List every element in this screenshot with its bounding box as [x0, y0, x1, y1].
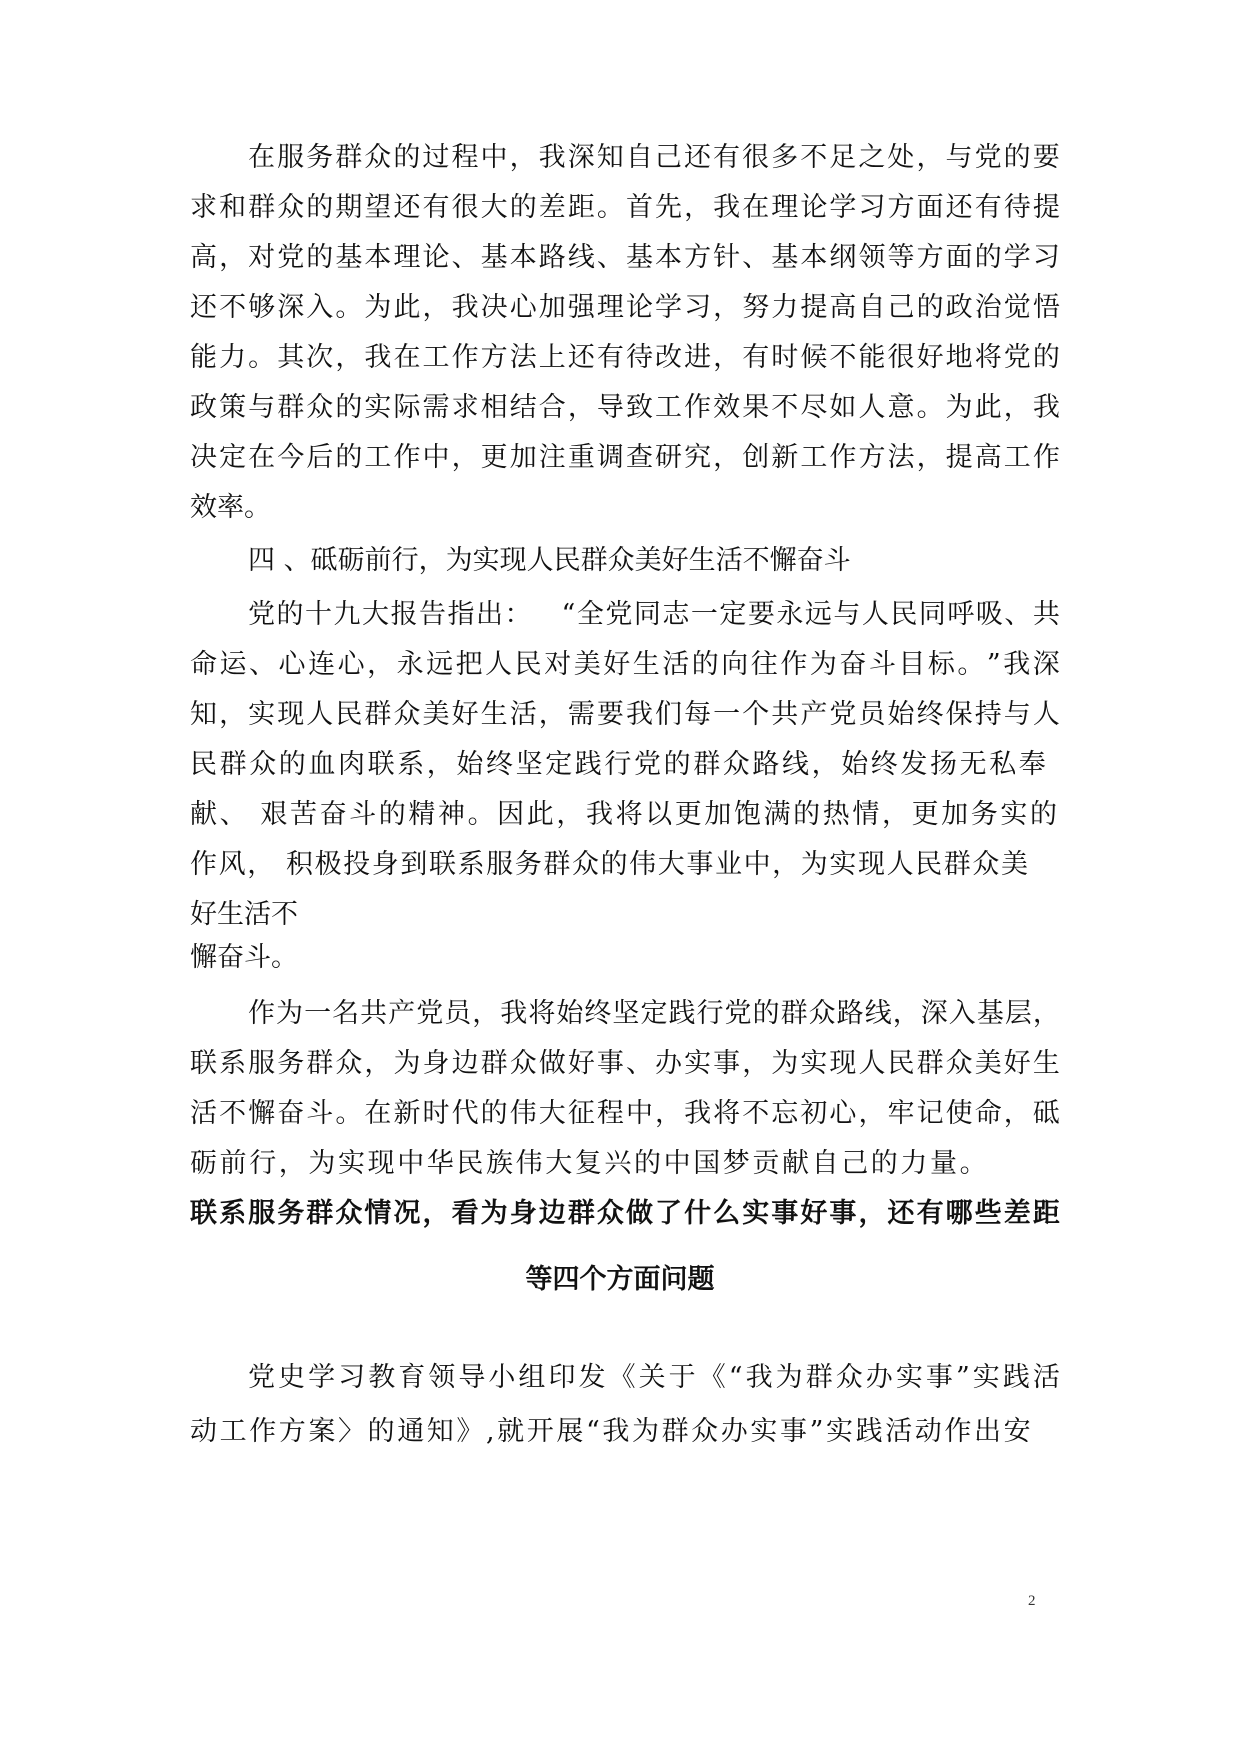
text-line: 效率。 — [190, 492, 271, 523]
section-title: 四 、砥砺前行，为实现人民群众美好生活不懈奋斗 — [248, 545, 851, 576]
text-line: 献、 艰苦奋斗的精神。因此，我将以更加饱满的热情，更加务实的 — [190, 799, 1060, 830]
text-line: 活 不 懈 奋 斗 。 在 新 时 代 的 伟 大 征 程 中 ， 我 将 不 忘 初 心 ， 牢 记 使 命 ， 砥 — [190, 1098, 1060, 1129]
text-line: 决 定 在 今 后 的 工 作 中 ， 更 加 注 重 调 查 研 究 ， 创 新 工 作 方 法 ， 提 高 工 作 — [190, 442, 1060, 473]
text-line: 民群众的血肉联系，始终坚定践行党的群众路线，始终发扬无私奉 — [190, 749, 1049, 780]
text-line: 党 的 十 九 大 报 告 指 出 ： “ 全 党 同 志 一 定 要 永 远 与 人 民 同 呼 吸 、 共 — [248, 599, 1060, 630]
page-number: 2 — [1028, 1593, 1036, 1609]
text-line: 作风， 积极投身到联系服务群众的伟大事业中，为实现人民群众美 — [190, 849, 1030, 880]
section-heading: 联 系 服 务 群 众 情 况 ， 看 为 身 边 群 众 做 了 什 么 实 事 好 事 ， 还 有 哪 些 差 距 — [190, 1198, 1060, 1229]
text-line: 命 运 、 心 连 心 ， 永 远 把 人 民 对 美 好 生 活 的 向 往 作 为 奋 斗 目 标 。 ” 我 深 — [190, 649, 1060, 680]
text-line: 好生活不 — [190, 899, 298, 930]
text-line: 懈奋斗。 — [190, 942, 298, 973]
section-heading-continued: 等四个方面问题 — [525, 1264, 715, 1295]
text-line: 能 力 。 其 次 ， 我 在 工 作 方 法 上 还 有 待 改 进 ， 有 时 候 不 能 很 好 地 将 党 的 — [190, 342, 1060, 373]
text-line: 知 ， 实 现 人 民 群 众 美 好 生 活 ， 需 要 我 们 每 一 个 共 产 党 员 始 终 保 持 与 人 — [190, 699, 1060, 730]
text-line: 动工作方案〉的通知》,就开展“我为群众办实事”实践活动作出安 — [190, 1416, 1034, 1447]
text-line: 在 服 务 群 众 的 过 程 中 ， 我 深 知 自 己 还 有 很 多 不 足 之 处 ， 与 党 的 要 — [248, 142, 1060, 173]
text-line: 求 和 群 众 的 期 望 还 有 很 大 的 差 距 。 首 先 ， 我 在 理 论 学 习 方 面 还 有 待 提 — [190, 192, 1060, 223]
text-line: 联 系 服 务 群 众 ， 为 身 边 群 众 做 好 事 、 办 实 事 ， 为 实 现 人 民 群 众 美 好 生 — [190, 1048, 1060, 1079]
text-line: 党 史 学 习 教 育 领 导 小 组 印 发 《 关 于 《 “ 我 为 群 众 办 实 事 ” 实 践 活 — [248, 1362, 1060, 1393]
text-line: 作 为 一 名 共 产 党 员 ， 我 将 始 终 坚 定 践 行 党 的 群 众 路 线 ， 深 入 基 层 ， — [248, 998, 1060, 1029]
text-line: 高 ， 对 党 的 基 本 理 论 、 基 本 路 线 、 基 本 方 针 、 基 本 纲 领 等 方 面 的 学 习 — [190, 242, 1060, 273]
text-line: 砺前行，为实现中华民族伟大复兴的中国梦贡献自己的力量。 — [190, 1148, 990, 1179]
text-line: 政 策 与 群 众 的 实 际 需 求 相 结 合 ， 导 致 工 作 效 果 不 尽 如 人 意 。 为 此 ， 我 — [190, 392, 1060, 423]
text-line: 还 不 够 深 入 。 为 此 ， 我 决 心 加 强 理 论 学 习 ， 努 力 提 高 自 己 的 政 治 觉 悟 — [190, 292, 1060, 323]
